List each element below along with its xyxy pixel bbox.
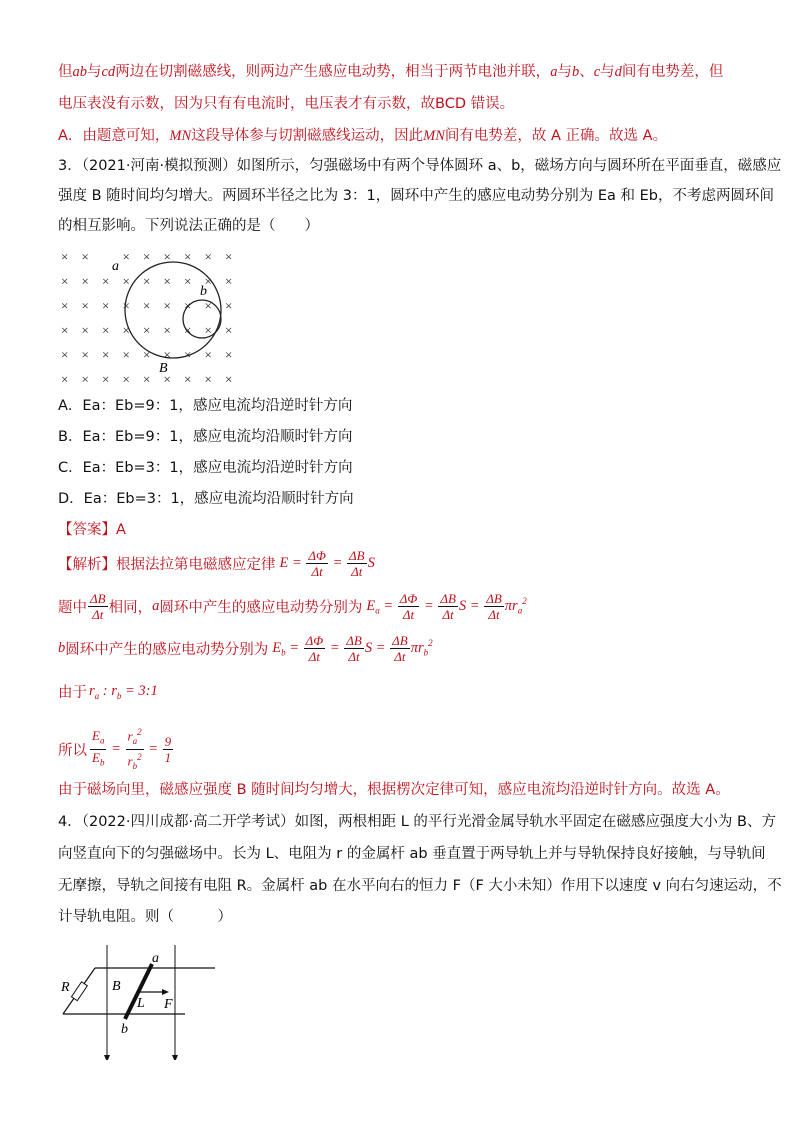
analysis-line-1: [58, 548, 375, 579]
q4-stem-line-3: 无摩擦，导轨之间接有电阻 R。金属杆 ab 在水平向右的恒力 F（F 大小未知）作用下以速度 v 向右匀速运动，不: [58, 878, 782, 894]
analysis-line-4: [58, 681, 158, 702]
field-x-mark: ×: [61, 298, 69, 313]
label-R: R: [61, 980, 70, 995]
field-x-mark: ×: [102, 371, 110, 387]
text: 与: [600, 64, 615, 80]
field-x-mark: ×: [102, 322, 110, 338]
field-x-mark: ×: [184, 322, 192, 338]
text: 两边在切割磁感线，则两边产生感应电动势，相当于两节电池并联，: [115, 64, 551, 80]
q4-stem-line-4: 计导轨电阻。则（ ）: [58, 909, 232, 925]
field-x-mark: ×: [163, 249, 171, 264]
formula-ea: $E_a$ = $\frac{\Delta\Phi}{\Delta t}$ = $\frac{\Delta B}{\Delta t}$ S = $\frac{\Delta B}{\Delta t}$ $\pi r_a^2$: [366, 591, 527, 622]
analysis-line-2: [58, 591, 527, 622]
field-x-mark: ×: [204, 273, 212, 289]
text: 圆环中产生的感应电动势分别为: [159, 600, 363, 616]
field-x-mark: ×: [163, 371, 171, 387]
label-L: L: [137, 996, 145, 1011]
field-x-mark: ×: [184, 298, 192, 313]
field-x-mark: ×: [184, 273, 192, 289]
text: 这段导体参与切割磁感线运动，因此: [191, 128, 424, 144]
text: A．由题意可知，: [58, 128, 170, 144]
field-x-mark: ×: [81, 371, 89, 387]
text: 相同，: [108, 600, 153, 616]
para-line-3: [58, 126, 667, 146]
var-mn: MN: [169, 128, 192, 144]
field-x-mark: ×: [61, 249, 69, 264]
text: 间有电势差，故 A 正确。故选 A。: [444, 128, 668, 144]
field-x-mark: ×: [61, 371, 69, 387]
option-c: C．Ea：Eb=3：1，感应电流均沿逆时针方向: [58, 460, 353, 476]
field-x-mark: ×: [81, 273, 89, 289]
q4-stem-line-1: 4．（2022·四川成都·高二开学考试）如图，两根相距 L 的平行光滑金属导轨水平固定在磁感应强度大小为 B、方: [58, 814, 776, 830]
analysis-text: 根据法拉第电磁感应定律: [116, 557, 276, 573]
label-b: b: [121, 1022, 128, 1037]
field-x-mark: ×: [143, 298, 151, 313]
field-x-mark: ×: [163, 347, 171, 362]
option-a: A．Ea：Eb=9：1，感应电流均沿逆时针方向: [58, 398, 353, 414]
q3-stem-line-3: 的相互影响。下列说法正确的是（ ）: [58, 218, 319, 234]
formula-eb: $E_b$ = $\frac{\Delta\Phi}{\Delta t}$ = $\frac{\Delta B}{\Delta t}$ S = $\frac{\Delta B}{\Delta t}$ $\pi r_b^2$: [272, 633, 433, 664]
text: 所以: [58, 742, 87, 759]
text: 与: [557, 64, 572, 80]
text: 、: [579, 64, 594, 80]
field-x-mark: ×: [61, 347, 69, 362]
field-x-mark: ×: [102, 273, 110, 289]
field-x-mark: ×: [122, 298, 130, 313]
field-x-mark: ×: [163, 322, 171, 338]
analysis-conclusion: 由于磁场向里，磁感应强度 B 随时间均匀增大，根据楞次定律可知，感应电流均沿逆时针方向。故选 A。: [58, 782, 730, 798]
para-line-1: [58, 62, 723, 82]
field-x-mark: ×: [163, 298, 171, 313]
q3-stem-line-2: 强度 B 随时间均匀增大。两圆环半径之比为 3：1，圆环中产生的感应电动势分别为 Ea 和 Eb，不考虑两圆环间: [58, 188, 774, 204]
field-x-mark: ×: [184, 371, 192, 387]
radius-ratio: $r_a$ : $r_b$ = 3:1: [89, 682, 158, 701]
arrow-down-icon: [172, 1055, 178, 1060]
text: 由于: [58, 685, 87, 701]
field-x-mark: ×: [204, 249, 212, 264]
var-cd: cd: [101, 64, 116, 80]
field-x-mark: ×: [102, 298, 110, 313]
field-x-mark: ×: [122, 322, 130, 338]
field-x-mark: ×: [204, 347, 212, 362]
arrow-down-icon: [104, 1055, 110, 1060]
field-x-mark: ×: [81, 347, 89, 362]
var-a: a: [550, 64, 558, 80]
var-d: d: [614, 64, 622, 80]
field-x-mark: ×: [81, 298, 89, 313]
text: 圆环中产生的感应电动势分别为: [65, 642, 269, 658]
field-x-mark: ×: [204, 298, 212, 313]
analysis-label: 【解析】: [58, 557, 116, 573]
field-x-mark: ×: [204, 322, 212, 338]
label-B: B: [112, 979, 121, 994]
field-x-mark: ×: [163, 273, 171, 289]
answer: 【答案】A: [58, 522, 126, 538]
field-x-mark: ×: [225, 273, 233, 289]
field-x-mark: ×: [61, 273, 69, 289]
label-a: a: [152, 951, 159, 966]
option-b: B．Ea：Eb=9：1，感应电流均沿顺时针方向: [58, 429, 353, 445]
para-line-2: 电压表没有示数，因为只有有电流时，电压表才有示数，故BCD 错误。: [58, 96, 515, 112]
var-c: c: [593, 64, 601, 80]
var-b: b: [58, 640, 66, 656]
q4-figure: [55, 935, 225, 1060]
field-x-mark: ×: [184, 347, 192, 362]
field-x-mark: ×: [225, 249, 233, 264]
analysis-line-3: [58, 633, 433, 664]
formula-ratio: $\frac{E_a}{E_b}$ = $\frac{r_a^2}{r_b^2}$ = $\frac{9}{1}$: [92, 727, 172, 771]
var-mn: MN: [423, 128, 445, 144]
field-x-mark: ×: [122, 249, 130, 264]
field-x-mark: ×: [143, 322, 151, 338]
field-x-mark: ×: [122, 273, 130, 289]
field-x-mark: ×: [81, 322, 89, 338]
field-x-mark: ×: [143, 273, 151, 289]
field-x-mark: ×: [122, 347, 130, 362]
field-x-mark: ×: [122, 371, 130, 387]
q3-stem-line-1: 3．（2021·河南·模拟预测）如图所示，匀强磁场中有两个导体圆环 a、b，磁场方向与圆环所在平面垂直，磁感应: [58, 158, 782, 174]
field-x-mark: ×: [225, 322, 233, 338]
resistor: [71, 982, 87, 1001]
formula-faraday: E = $\frac{\Delta\Phi}{\Delta t}$ = $\frac{\Delta B}{\Delta t}$ S: [279, 548, 375, 579]
field-x-mark: ×: [204, 371, 212, 387]
label-F: F: [164, 997, 173, 1012]
field-x-mark: ×: [225, 347, 233, 362]
var-ab: ab: [72, 64, 87, 80]
analysis-line-5: [58, 725, 174, 774]
text: 题中: [58, 600, 87, 616]
field-x-mark: ×: [225, 298, 233, 313]
q4-stem-line-2: 向竖直向下的匀强磁场中。长为 L、电阻为 r 的金属杆 ab 垂直置于两导轨上并与导轨保持良好接触，与导轨间: [58, 846, 766, 862]
field-x-mark: ×: [184, 249, 192, 264]
field-x-mark: ×: [102, 347, 110, 362]
var-b: b: [571, 64, 580, 80]
text: 间有电势差，但: [621, 64, 724, 80]
fraction-dB-dt: $\frac{\Delta B}{\Delta t}$: [90, 591, 106, 622]
field-x-mark: ×: [61, 322, 69, 338]
q3-figure: [55, 245, 255, 390]
ring-b: [183, 300, 221, 338]
arrow-right-icon: [162, 989, 169, 995]
label-a: a: [112, 259, 119, 274]
text: 但: [58, 64, 73, 80]
field-x-mark: ×: [143, 347, 151, 362]
text: 与: [87, 64, 102, 80]
field-x-mark: ×: [143, 249, 151, 264]
field-x-mark: ×: [143, 371, 151, 387]
label-b: b: [200, 284, 207, 299]
var-a: a: [152, 598, 160, 614]
field-x-mark: ×: [225, 371, 233, 387]
field-x-mark: ×: [81, 249, 89, 264]
option-d: D．Ea：Eb=3：1，感应电流均沿顺时针方向: [58, 491, 354, 507]
label-B: B: [159, 361, 168, 376]
